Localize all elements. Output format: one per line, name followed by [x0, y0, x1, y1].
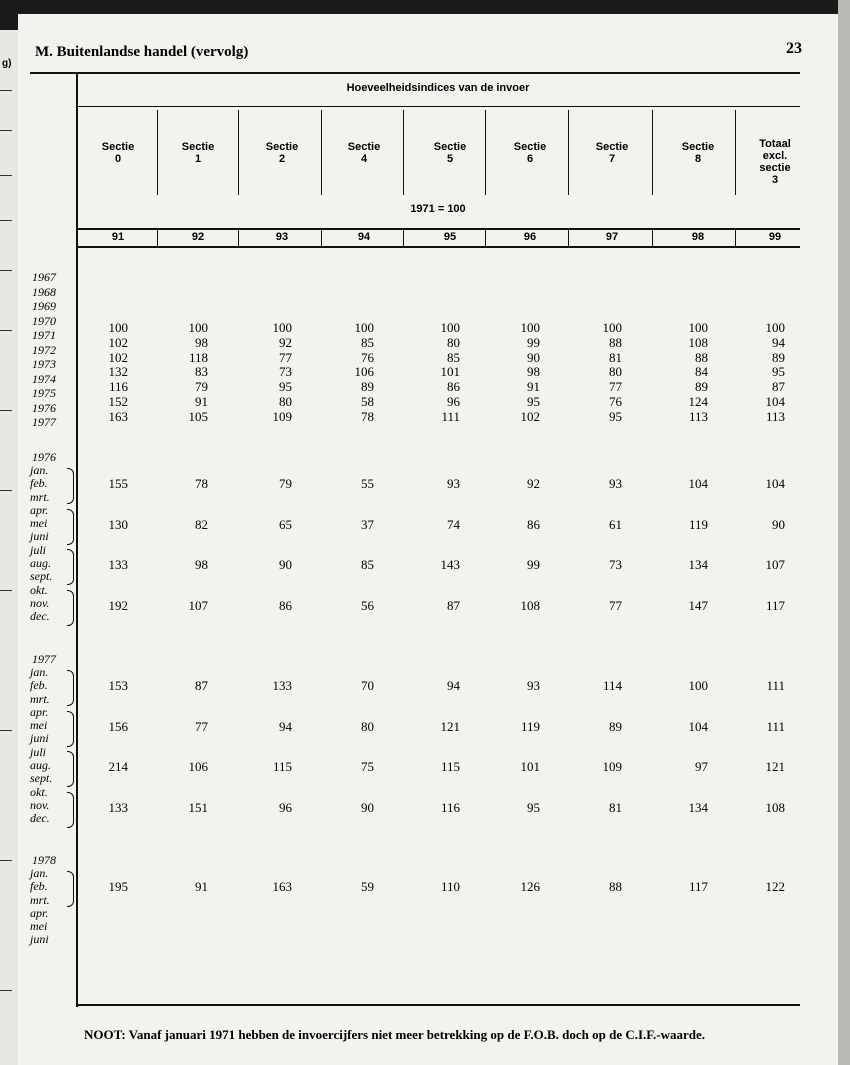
table-cell: 108 — [520, 597, 540, 613]
table-cell: 93 — [609, 476, 622, 491]
table-cell: 94 — [772, 334, 785, 350]
table-cell: 108 — [765, 799, 785, 815]
left-page-edge — [0, 30, 18, 1065]
footnote — [84, 1027, 705, 1043]
table-cell: 85 — [447, 349, 460, 365]
table-cell: 75 — [361, 759, 374, 774]
column-number: 95 — [443, 231, 457, 243]
table-cell: 87 — [447, 597, 460, 613]
table-cell: 90 — [772, 516, 785, 532]
table-bottom-rule — [78, 1004, 800, 1006]
edge-tick — [0, 730, 12, 731]
table-cell: 86 — [447, 379, 460, 395]
table-cell: 143 — [440, 557, 460, 572]
colnum-bottom-rule — [78, 246, 800, 248]
year-label: 1976 — [32, 400, 56, 415]
column-header: Totaal excl. sectie 3 — [759, 138, 791, 186]
table-cell: 82 — [195, 516, 208, 532]
table-cell: 119 — [520, 718, 540, 734]
table-cell: 98 — [527, 364, 540, 380]
table-cell: 107 — [765, 557, 785, 572]
colnum-divider — [403, 228, 404, 248]
table-cell: 97 — [695, 759, 708, 774]
table-cell: 118 — [188, 349, 208, 365]
table-cell: 55 — [361, 476, 374, 491]
column-number: 91 — [111, 231, 125, 243]
header-rule — [30, 72, 800, 74]
column-header: Sectie 8 — [681, 141, 715, 165]
table-cell: 100 — [354, 320, 374, 335]
table-cell: 61 — [609, 516, 622, 532]
table-cell: 110 — [440, 879, 460, 894]
table-cell: 80 — [447, 334, 460, 350]
table-cell: 192 — [108, 597, 128, 613]
table-cell: 106 — [188, 759, 208, 774]
table-cell: 113 — [765, 408, 785, 424]
table-cell: 122 — [765, 879, 785, 894]
table-cell: 100 — [188, 320, 208, 335]
table-cell: 89 — [772, 349, 785, 365]
table-cell: 80 — [609, 364, 622, 380]
table-cell: 94 — [447, 678, 460, 693]
table-cell: 79 — [279, 476, 292, 491]
table-cell: 163 — [272, 879, 292, 894]
table-cell: 104 — [765, 394, 785, 409]
quarter-brace — [67, 509, 74, 545]
table-cell: 59 — [361, 879, 374, 894]
edge-tick — [0, 490, 12, 491]
table-cell: 81 — [609, 349, 622, 365]
table-cell: 101 — [520, 759, 540, 774]
year-label: 1968 — [32, 284, 56, 299]
edge-tick — [0, 410, 12, 411]
table-cell: 100 — [688, 320, 708, 335]
table-cell: 115 — [440, 759, 460, 774]
table-cell: 95 — [527, 394, 540, 409]
table-cell: 104 — [765, 476, 785, 491]
table-cell: 100 — [108, 320, 128, 335]
column-header: Sectie 5 — [433, 141, 467, 165]
table-cell: 107 — [188, 597, 208, 613]
table-cell: 114 — [602, 678, 622, 693]
table-cell: 73 — [279, 364, 292, 380]
table-cell: 85 — [361, 557, 374, 572]
column-header: Sectie 2 — [265, 141, 299, 165]
table-cell: 94 — [279, 718, 292, 734]
table-cell: 102 — [108, 334, 128, 350]
table-cell: 56 — [361, 597, 374, 613]
table-cell: 151 — [188, 799, 208, 815]
table-cell: 111 — [766, 678, 785, 693]
page-number: 23 — [786, 40, 802, 57]
year-label: 1972 — [32, 342, 56, 357]
quarter-brace — [67, 711, 74, 747]
base-year-label: 1971 = 100 — [410, 203, 466, 215]
table-cell: 104 — [688, 718, 708, 734]
table-cell: 104 — [688, 476, 708, 491]
quarter-brace — [67, 751, 74, 787]
table-cell: 99 — [527, 334, 540, 350]
table-cell: 121 — [765, 759, 785, 774]
table-cell: 37 — [361, 516, 374, 532]
table-cell: 90 — [361, 799, 374, 815]
table-cell: 81 — [609, 799, 622, 815]
table-cell: 87 — [772, 379, 785, 395]
edge-tick — [0, 330, 12, 331]
table-cell: 86 — [279, 597, 292, 613]
year-label: 1973 — [32, 357, 56, 371]
column-divider — [238, 110, 239, 195]
footnote-text: Vanaf januari 1971 hebben de invoercijfers niet meer betrekking op de F.O.B. doch op de C.I.F.-waarde. — [128, 1027, 706, 1042]
table-cell: 90 — [527, 349, 540, 365]
column-header: Sectie 7 — [595, 141, 629, 165]
table-cell: 117 — [688, 879, 708, 894]
table-cell: 88 — [609, 334, 622, 350]
table-cell: 147 — [688, 597, 708, 613]
table-cell: 87 — [195, 678, 208, 693]
edge-tick — [0, 90, 12, 91]
column-number: 94 — [357, 231, 371, 243]
table-cell: 70 — [361, 678, 374, 693]
table-cell: 88 — [609, 879, 622, 894]
table-cell: 133 — [108, 557, 128, 572]
year-label: 1975 — [32, 386, 56, 400]
quarter-brace — [67, 590, 74, 626]
table-cell: 95 — [527, 799, 540, 815]
colnum-divider — [238, 228, 239, 248]
footnote-label: NOOT: — [84, 1027, 126, 1042]
colnum-divider — [735, 228, 736, 248]
colnum-top-rule — [78, 228, 800, 230]
table-cell: 214 — [108, 759, 128, 774]
column-header: Sectie 6 — [513, 141, 547, 165]
table-cell: 76 — [361, 349, 374, 365]
table-cell: 96 — [279, 799, 292, 815]
table-cell: 152 — [108, 394, 128, 409]
table-cell: 91 — [195, 394, 208, 409]
table-cell: 109 — [602, 759, 622, 774]
table-cell: 163 — [108, 408, 128, 424]
table-cell: 108 — [688, 334, 708, 350]
table-cell: 90 — [279, 557, 292, 572]
table-cell: 91 — [195, 879, 208, 894]
table-cell: 124 — [688, 394, 708, 409]
quarter-brace — [67, 871, 74, 907]
table-cell: 132 — [108, 364, 128, 380]
table-cell: 86 — [527, 516, 540, 532]
edge-tick — [0, 270, 12, 271]
table-cell: 98 — [195, 557, 208, 572]
year-label: 1977 — [32, 415, 56, 429]
table-cell: 195 — [108, 879, 128, 894]
column-divider — [652, 110, 653, 195]
table-cell: 109 — [272, 408, 292, 424]
table-cell: 77 — [609, 597, 622, 613]
table-cell: 77 — [279, 349, 292, 365]
table-cell: 121 — [440, 718, 460, 734]
column-number: 96 — [523, 231, 537, 243]
table-cell: 134 — [688, 799, 708, 815]
table-cell: 101 — [440, 364, 460, 380]
year-label: 1969 — [32, 299, 56, 313]
table-cell: 155 — [108, 476, 128, 491]
block-year: 1977 — [32, 652, 56, 666]
edge-tick — [0, 590, 12, 591]
edge-tick — [0, 220, 12, 221]
year-label: 1970 — [32, 313, 56, 328]
table-cell: 116 — [108, 379, 128, 395]
table-cell: 92 — [279, 334, 292, 350]
table-title: Hoeveelheidsindices van de invoer — [346, 82, 530, 94]
column-number: 98 — [691, 231, 705, 243]
table-cell: 133 — [272, 678, 292, 693]
table-cell: 80 — [279, 394, 292, 409]
year-label: 1967 — [32, 270, 56, 284]
table-cell: 88 — [695, 349, 708, 365]
table-cell: 78 — [195, 476, 208, 491]
month-labels: jan. feb. mrt. apr. mei juni — [30, 866, 50, 947]
table-cell: 92 — [527, 476, 540, 491]
column-header: Sectie 0 — [101, 141, 135, 165]
table-cell: 85 — [361, 334, 374, 350]
colnum-divider — [321, 228, 322, 248]
table-cell: 102 — [108, 349, 128, 365]
column-number: 92 — [191, 231, 205, 243]
table-cell: 79 — [195, 379, 208, 395]
column-number: 93 — [275, 231, 289, 243]
table-cell: 106 — [354, 364, 374, 380]
colnum-divider — [157, 228, 158, 248]
table-cell: 156 — [108, 718, 128, 734]
table-cell: 111 — [441, 408, 460, 424]
page-title: M. Buitenlandse handel (vervolg) — [35, 44, 249, 60]
quarter-brace — [67, 468, 74, 504]
table-cell: 115 — [272, 759, 292, 774]
edge-tick — [0, 860, 12, 861]
table-cell: 117 — [765, 597, 785, 613]
quarter-brace — [67, 549, 74, 585]
table-cell: 89 — [695, 379, 708, 395]
table-cell: 153 — [108, 678, 128, 693]
year-label: 1974 — [32, 371, 56, 386]
document-page — [18, 14, 838, 1065]
table-cell: 119 — [688, 516, 708, 532]
table-cell: 105 — [188, 408, 208, 424]
table-cell: 96 — [447, 394, 460, 409]
table-cell: 95 — [772, 364, 785, 380]
table-cell: 100 — [688, 678, 708, 693]
table-cell: 100 — [440, 320, 460, 335]
table-cell: 83 — [195, 364, 208, 380]
colnum-divider — [485, 228, 486, 248]
column-header: Sectie 4 — [347, 141, 381, 165]
table-cell: 111 — [766, 718, 785, 734]
table-cell: 77 — [609, 379, 622, 395]
side-label: g) — [2, 58, 12, 69]
table-cell: 95 — [609, 408, 622, 424]
table-cell: 133 — [108, 799, 128, 815]
table-cell: 78 — [361, 408, 374, 424]
table-cell: 99 — [527, 557, 540, 572]
table-cell: 58 — [361, 394, 374, 409]
table-cell: 98 — [195, 334, 208, 350]
edge-tick — [0, 175, 12, 176]
table-cell: 80 — [361, 718, 374, 734]
table-cell: 102 — [520, 408, 540, 424]
table-cell: 126 — [520, 879, 540, 894]
month-labels: jan. feb. mrt. apr. mei juni juli aug. sept. okt. nov. dec. — [30, 665, 53, 826]
table-cell: 84 — [695, 364, 708, 380]
table-cell: 77 — [195, 718, 208, 734]
table-cell: 130 — [108, 516, 128, 532]
table-cell: 100 — [520, 320, 540, 335]
column-number: 97 — [605, 231, 619, 243]
month-labels: jan. feb. mrt. apr. mei juni juli aug. sept. okt. nov. dec. — [30, 463, 53, 624]
table-cell: 93 — [527, 678, 540, 693]
table-cell: 93 — [447, 476, 460, 491]
year-label: 1971 — [32, 328, 56, 342]
column-header: Sectie 1 — [181, 141, 215, 165]
table-cell: 95 — [279, 379, 292, 395]
table-cell: 100 — [765, 320, 785, 335]
colnum-divider — [568, 228, 569, 248]
table-cell: 116 — [440, 799, 460, 815]
block-year: 1976 — [32, 450, 56, 464]
quarter-brace — [67, 670, 74, 706]
column-number: 99 — [768, 231, 782, 243]
block-year: 1978 — [32, 853, 56, 867]
table-cell: 76 — [609, 394, 622, 409]
table-cell: 73 — [609, 557, 622, 572]
table-cell: 134 — [688, 557, 708, 572]
table-cell: 91 — [527, 379, 540, 395]
colnum-divider — [652, 228, 653, 248]
title-rule — [78, 106, 800, 107]
edge-tick — [0, 130, 12, 131]
edge-tick — [0, 990, 12, 991]
table-cell: 89 — [361, 379, 374, 395]
table-cell: 65 — [279, 516, 292, 532]
right-page-edge — [838, 0, 850, 1065]
table-cell: 89 — [609, 718, 622, 734]
table-cell: 113 — [688, 408, 708, 424]
table-cell: 74 — [447, 516, 460, 532]
table-cell: 100 — [602, 320, 622, 335]
table-cell: 100 — [272, 320, 292, 335]
quarter-brace — [67, 792, 74, 828]
